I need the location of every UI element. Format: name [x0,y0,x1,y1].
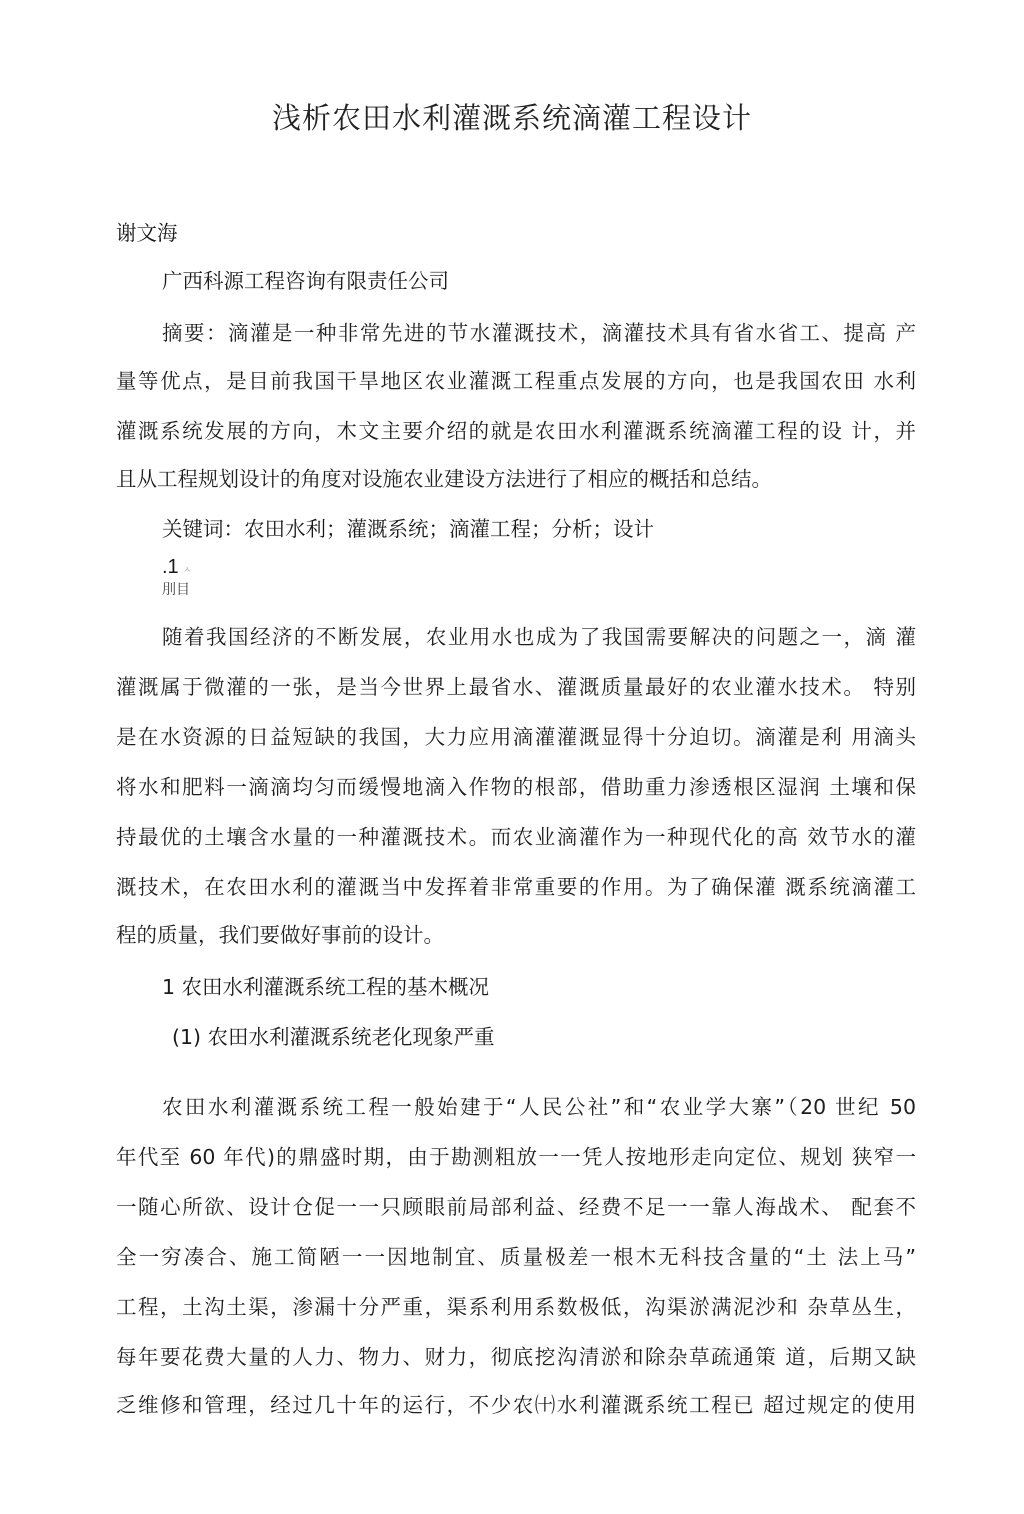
abstract-line: 摘要：滴灌是一种非常先进的节水灌溉技术，滴灌技术具有省水省工、提高 产 [162,321,916,345]
body-line: 年代至 60 年代)的鼎盛时期，由于勘测粗放一一凭人按地形走向定位、规划 狭窄一 [116,1145,916,1169]
body-line: 全一穷凑合、施工简陋一一因地制宜、质量极差一根木无科技含量的“土 法上马” [116,1245,916,1269]
abstract-line: 灌溉系统发展的方向，木文主要介绍的就是农田水利灌溉系统滴灌工程的设 计，并 [116,419,916,443]
body-line: 工程，土沟土渠，渗漏十分严重，渠系利用系数极低，沟渠淤满泥沙和 杂草丛生， [116,1295,916,1319]
section-heading: 1 农田水利灌溉系统工程的基木概况 [162,975,490,999]
subsection-heading: (1) 农田水利灌溉系统老化现象严重 [172,1025,495,1049]
intro-line: 是在水资源的日益短缺的我国，大力应用滴灌灌溉显得十分迫切。滴灌是利 用滴头 [116,725,916,749]
intro-line: 灌溉属于微灌的一张，是当今世界上最省水、灌溉质量最好的农业灌水技术。 特别 [116,675,916,699]
abstract-line: 量等优点，是目前我国干旱地区农业灌溉工程重点发展的方向，也是我国农田 水利 [116,369,916,393]
intro-line: 随着我国经济的不断发展，农业用水也成为了我国需要解决的问题之一，滴 灌 [162,625,916,649]
intro-line: 溉技术，在农田水利的灌溉当中发挥着非常重要的作用。为了确保灌 溉系统滴灌工 [116,875,916,899]
abstract-line: 且从工程规划设计的角度对设施农业建设方法进行了相应的概括和总结。 [116,467,772,491]
author-organization: 广西科源工程咨询有限责任公司 [162,269,449,293]
section-label: 刖目 [162,582,190,598]
section-number-mark: ㅅ [182,565,192,575]
body-line: 农田水利灌溉系统工程一般始建于“人民公社”和“农业学大寨”（20 世纪 50 [162,1095,916,1119]
intro-line: 将水和肥料一滴滴均匀而缓慢地滴入作物的根部，借助重力渗透根区湿润 土壤和保 [116,775,916,799]
intro-line: 程的质量，我们要做好事前的设计。 [116,923,444,947]
body-line: 乏维修和管理，经过几十年的运行，不少农㈩水利灌溉系统工程已 超过规定的使用 [116,1393,916,1417]
document-title: 浅析农田水利灌溉系统滴灌工程设计 [271,101,752,135]
body-line: 每年要花费大量的人力、物力、财力，彻底挖沟清淤和除杂草疏通策 道，后期又缺 [116,1345,916,1369]
section-number: .1 ㅅ [162,556,192,578]
author-name: 谢文海 [116,221,178,245]
intro-line: 持最优的土壤含水量的一种灌溉技术。而农业滴灌作为一种现代化的高 效节水的灌 [116,825,916,849]
body-line: 一随心所欲、设计仓促一一只顾眼前局部利益、经费不足一一靠人海战术、 配套不 [116,1195,916,1219]
keywords: 关键词：农田水利；灌溉系统；滴灌工程；分析；设计 [162,517,654,541]
